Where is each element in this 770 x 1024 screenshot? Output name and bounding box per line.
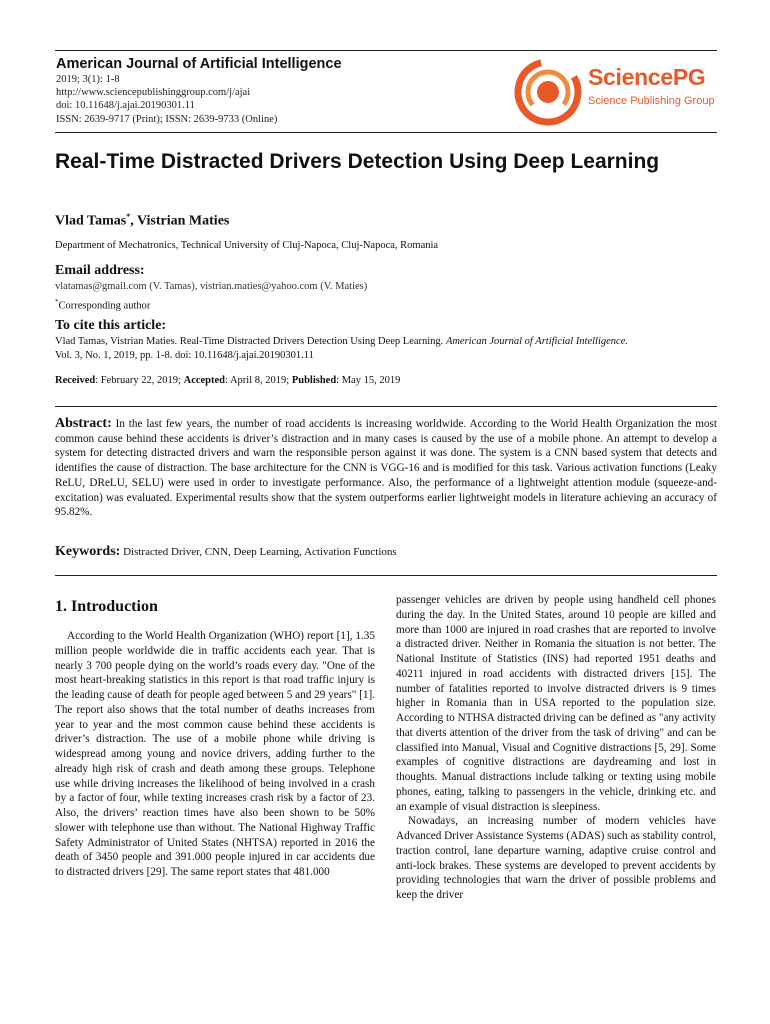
journal-doi: doi: 10.11648/j.ajai.20190301.11 [56, 100, 195, 112]
received-label: Received [55, 375, 96, 386]
cite-heading: To cite this article: [55, 318, 167, 333]
corresponding-note-mark: * [55, 298, 59, 306]
journal-url[interactable]: http://www.sciencepublishinggroup.com/j/ajai [56, 87, 251, 99]
intro-paragraph-2: Nowadays, an increasing number of modern vehicles have Advanced Driver Assistance Systems (ADAS) such as stability control, traction control, lane departure warning, adaptive cruise control and anti-lock brakes. These systems are developed to prevent accidents by providing technologies that warn the driver of possible problems and keep the driver [396, 815, 716, 901]
publisher-logo [512, 58, 715, 126]
journal-issn: ISSN: 2639-9717 (Print); ISSN: 2639-9733 (Online) [56, 113, 278, 125]
intro-paragraph-1: According to the World Health Organization (WHO) report [1], 1.35 million people worldwide die in traffic accidents each year. That is nearly 3 700 people dying on the world’s roads every day. "One of the most heart-breaking statistics in this report is that road traffic injury is the leading cause of death for people aged between 5 and 29 years" [1]. The report also shows that the total number of deaths increases from year to year and the most common cause behind these accidents is driver’s distraction. The use of a mobile phone while driving is widespread among young and novice drivers, adding further to the already high risk of crash and death among these groups. Telephone use while driving increases the likelihood of being involved in a crash by a factor of four, while texting increases crash risk by a factor of 23. Also, the drivers’ reaction times have also been shown to be 50% slower with telephone use than without. The National Highway Traffic Safety Administrator of United States (NHTSA) reported in 2016 the death of 3450 people and 391.000 people injured in car accidents due to distracted drivers [29]. The same report states that 481.000 [55, 630, 375, 878]
accepted-label: Accepted [183, 375, 226, 386]
authors [55, 212, 229, 230]
abstract-top-rule [55, 406, 717, 407]
article-dates [55, 374, 400, 388]
email-heading: Email address: [55, 263, 145, 278]
author-first: Vlad Tamas [55, 213, 127, 229]
publisher-subtitle: Science Publishing Group [588, 95, 715, 107]
accepted-date: : April 8, 2019; [225, 375, 292, 386]
cite-journal: American Journal of Artificial Intelligence. [445, 336, 628, 347]
keywords-text: Distracted Driver, CNN, Deep Learning, Activation Functions [123, 546, 397, 558]
volume-line: 2019; 3(1): 1-8 [56, 74, 120, 85]
paper-title: Real-Time Distracted Drivers Detection Using Deep Learning [55, 150, 660, 173]
section-heading-introduction: 1. Introduction [55, 598, 158, 615]
cite-line2: Vol. 3, No. 1, 2019, pp. 1-8. doi: 10.11648/j.ajai.20190301.11 [55, 349, 314, 361]
abstract-bottom-rule [55, 575, 717, 576]
email-list[interactable]: vlatamas@gmail.com (V. Tamas), vistrian.maties@yahoo.com (V. Maties) [55, 281, 368, 292]
received-date: : February 22, 2019; [95, 375, 184, 386]
journal-name: American Journal of Artificial Intelligence [56, 56, 342, 72]
top-rule [55, 50, 717, 51]
journal-meta [56, 73, 277, 126]
keywords [55, 544, 397, 560]
published-date: : May 15, 2019 [336, 375, 401, 386]
affiliation: Department of Mechatronics, Technical University of Cluj-Napoca, Cluj-Napoca, Romania [55, 240, 439, 251]
abstract-label: Abstract: [55, 416, 112, 431]
keywords-label: Keywords: [55, 544, 121, 559]
sciencepg-logo-icon [512, 58, 584, 126]
intro-paragraph-1-cont: passenger vehicles are driven by people using handheld cell phones during the day. In the United States, around 10 people are killed and more than 1000 are injured in road crashes that are reported to involve a distracted driver. Neither in Romania the situation is not better. The National Institute of Statistics (INS) had reported 1951 deaths and 40211 injured in road accidents with distracted drivers [15]. The number of fatalities reported to involve distracted drivers is 9 times higher in Romania than in USA reported to the population size. According to NTHSA distracted driving can be defined as "any activity that diverts attention of the driver from the task of driving" and can be classified into Manual, Visual and Cognitive distractions [5, 29]. Some examples of cognitive distractions are daydreaming and lost in thoughts. Manual distractions include talking or texting using mobile phones, eating, talking to passengers in the vehicle, drinking etc. and an example of visual distraction is sleepiness. [396, 594, 716, 813]
cite-text [55, 335, 717, 362]
corresponding-note-text: Corresponding author [58, 300, 151, 312]
abstract [55, 417, 717, 520]
corresponding-mark: * [126, 212, 131, 221]
publisher-name: SciencePG [588, 64, 706, 90]
cite-main: Vlad Tamas, Vistrian Maties. Real-Time Distracted Drivers Detection Using Deep Learning. [55, 336, 444, 347]
corresponding-note [55, 296, 150, 313]
author-rest: , Vistrian Maties [130, 213, 230, 229]
published-label: Published [291, 375, 337, 386]
body-column-left [55, 629, 375, 880]
header-rule [55, 132, 717, 133]
abstract-text: In the last few years, the number of road accidents is increasing worldwide. According to the World Health Organization the most common cause behind these accidents is driver’s distraction and in many cases is caused by the use of a mobile phone. An attempt to develop a system for detecting distracted drivers and warn the responsible person against it was done. The system is a CNN based system that detects and identifies the cause of distraction. The base architecture for the CNN is VGG-16 and is modified for this task. Various activation functions (Leaky ReLU, DReLU, SELU) were used in order to investigate performance. Also, the performance of a lightweight attention module (squeeze-and-excitation) was evaluated. Experimental results show that the system outperforms earlier lightweight models in literature achieving an accuracy of 95.82%. [55, 418, 717, 519]
body-column-right [396, 593, 716, 903]
